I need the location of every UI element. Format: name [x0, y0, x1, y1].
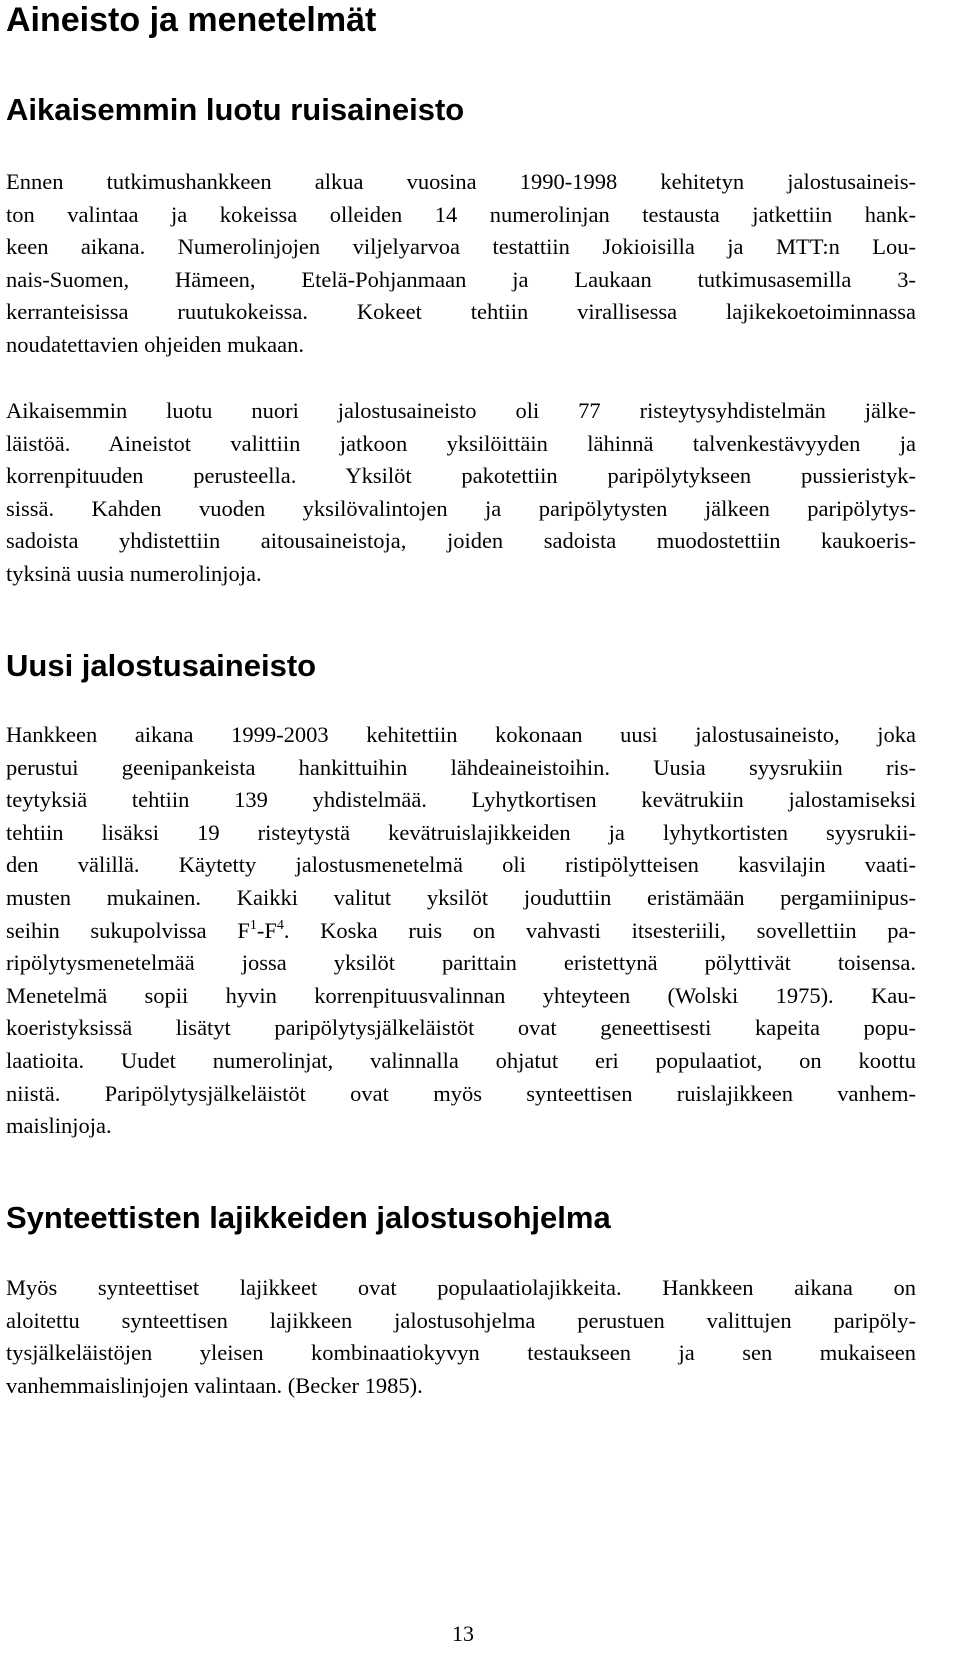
section-heading-aikaisemmin-luotu-ruisaineisto: Aikaisemmin luotu ruisaineisto [6, 92, 465, 127]
text-line: maislinjoja. [6, 1113, 112, 1139]
text-fragment: seihin sukupolvissa F [6, 917, 250, 943]
text-fragment: . Koska ruis on vahvasti itsesteriili, sovellettiin pa- [283, 917, 916, 943]
text-line: ripölytysmenetelmää jossa yksilöt parittain eristettynä pölyttivät toisensa. [6, 950, 916, 976]
text-line: sissä. Kahden vuoden yksilövalintojen ja paripölytysten jälkeen paripölytys- [6, 495, 916, 521]
paragraph [6, 166, 916, 362]
document-page [6, 0, 916, 1653]
text-line: nais-Suomen, Hämeen, Etelä-Pohjanmaan ja Laukaan tutkimusasemilla 3- [6, 266, 916, 292]
text-line: kerranteisissa ruutukokeissa. Kokeet tehtiin virallisessa lajikekoetoiminnassa [6, 299, 916, 325]
text-line: laatioita. Uudet numerolinjat, valinnalla ohjatut eri populaatiot, on koottu [6, 1047, 916, 1073]
text-line: ton valintaa ja kokeissa olleiden 14 numerolinjan testausta jatkettiin hank- [6, 201, 916, 227]
page-number: 13 [452, 1621, 474, 1646]
text-line: noudatettavien ohjeiden mukaan. [6, 331, 305, 357]
text-line: Ennen tutkimushankkeen alkua vuosina 1990-1998 kehitetyn jalostusaineis- [6, 169, 916, 194]
page-title: Aineisto ja menetelmät [6, 1, 377, 39]
text-line: Aikaisemmin luotu nuori jalostusaineisto oli 77 risteytysyhdistelmän jälke- [6, 398, 916, 423]
text-line: Menetelmä sopii hyvin korrenpituusvalinnan yhteyteen (Wolski 1975). Kau- [6, 982, 916, 1008]
text-line: Myös synteettiset lajikkeet ovat populaatiolajikkeita. Hankkeen aikana on [6, 1275, 916, 1300]
superscript: 1 [249, 917, 257, 933]
text-line: koeristyksissä lisätyt paripölytysjälkeläistöt ovat geneettisesti kapeita popu- [6, 1015, 916, 1041]
text-line: tyksinä uusia numerolinjoja. [6, 560, 262, 586]
text-line: tehtiin lisäksi 19 risteytystä kevätruislajikkeiden ja lyhytkortisten syysrukii- [6, 819, 916, 845]
text-line: sadoista yhdistettiin aitousaineistoja, joiden sadoista muodostettiin kaukoeris- [6, 528, 916, 554]
section-heading-uusi-jalostusaineisto: Uusi jalostusaineisto [6, 648, 317, 683]
superscript: 4 [276, 917, 284, 933]
text-line: niistä. Paripölytysjälkeläistöt ovat myös synteettisen ruislajikkeen vanhem- [6, 1080, 916, 1106]
text-line: den välillä. Käytetty jalostusmenetelmä oli ristipölytteisen kasvilajin vaati- [6, 852, 916, 878]
text-line: läistöä. Aineistot valittiin jatkoon yksilöittäin lähinnä talvenkestävyyden ja [6, 430, 916, 456]
section-heading-synteettisten-lajikkeiden-jalostusohjelma: Synteettisten lajikkeiden jalostusohjelma [6, 1200, 611, 1235]
text-line: vanhemmaislinjojen valintaan. (Becker 1985). [6, 1372, 423, 1398]
text-line: keen aikana. Numerolinjojen viljelyarvoa testattiin Jokioisilla ja MTT:n Lou- [6, 234, 916, 260]
text-line-with-superscripts [6, 915, 916, 948]
text-line: tysjälkeläistöjen yleisen kombinaatiokyvyn testaukseen ja sen mukaiseen [6, 1340, 916, 1366]
text-line: Hankkeen aikana 1999-2003 kehitettiin kokonaan uusi jalostusaineisto, joka [6, 722, 916, 747]
text-line: aloitettu synteettisen lajikkeen jalostusohjelma perustuen valittujen paripöly- [6, 1307, 916, 1333]
paragraph [6, 395, 916, 591]
text-line: perustui geenipankeista hankittuihin lähdeaineistoihin. Uusia syysrukiin ris- [6, 754, 916, 780]
paragraph [6, 1272, 916, 1402]
text-fragment: -F [256, 917, 277, 943]
paragraph [6, 719, 916, 1143]
text-line: musten mukainen. Kaikki valitut yksilöt jouduttiin eristämään pergamiinipus- [6, 884, 916, 910]
text-line: korrenpituuden perusteella. Yksilöt pakotettiin paripölytykseen pussieristyk- [6, 463, 916, 489]
text-line: teytyksiä tehtiin 139 yhdistelmää. Lyhytkortisen kevätrukiin jalostamiseksi [6, 787, 916, 813]
